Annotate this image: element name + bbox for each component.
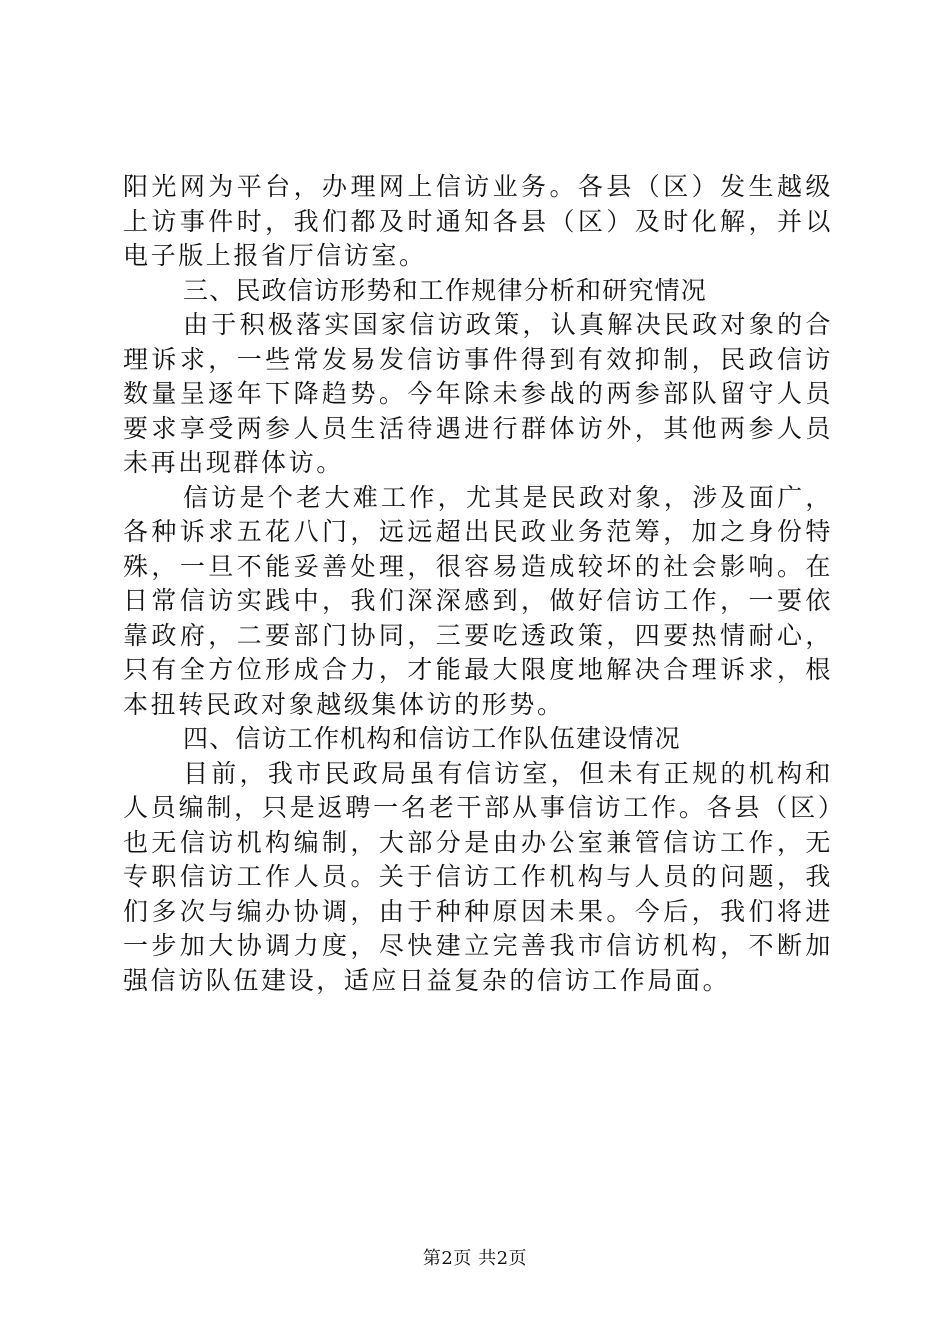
- paragraph-organization: 目前，我市民政局虽有信访室，但未有正规的机构和人员编制，只是返聘一名老干部从事信访工作。各县（区）也无信访机构编制，大部分是由办公室兼管信访工作，无专职信访工作人员。关于信访工作机构与人员的问题，我们多次与编办协调，由于种种原因未果。今后，我们将进一步加大协调力度，尽快建立完善我市信访机构，不断加强信访队伍建设，适应日益复杂的信访工作局面。: [123, 758, 833, 995]
- section-heading-4: 四、信访工作机构和信访工作队伍建设情况: [183, 724, 681, 753]
- paragraph-trend: 由于积极落实国家信访政策，认真解决民政对象的合理诉求，一些常发易发信访事件得到有效抑制，民政信访数量呈逐年下降趋势。今年除未参战的两参部队留守人员要求享受两参人员生活待遇进行群体访外，其他两参人员未再出现群体访。: [123, 310, 833, 477]
- paragraph-continuation: 阳光网为平台，办理网上信访业务。各县（区）发生越级上访事件时，我们都及时通知各县（区）及时化解，并以电子版上报省厅信访室。: [123, 172, 833, 270]
- page-number-footer: 第2页 共2页: [422, 1248, 528, 1269]
- section-heading-3: 三、民政信访形势和工作规律分析和研究情况: [183, 275, 708, 305]
- paragraph-experience: 信访是个老大难工作，尤其是民政对象，涉及面广，各种诉求五花八门，远远超出民政业务范筹，加之身份特殊，一旦不能妥善处理，很容易造成较坏的社会影响。在日常信访实践中，我们深深感到，做好信访工作，一要依靠政府，二要部门协同，三要吃透政策，四要热情耐心，只有全方位形成合力，才能最大限度地解决合理诉求，根本扭转民政对象越级集体访的形势。: [123, 482, 833, 719]
- document-body: [123, 170, 833, 998]
